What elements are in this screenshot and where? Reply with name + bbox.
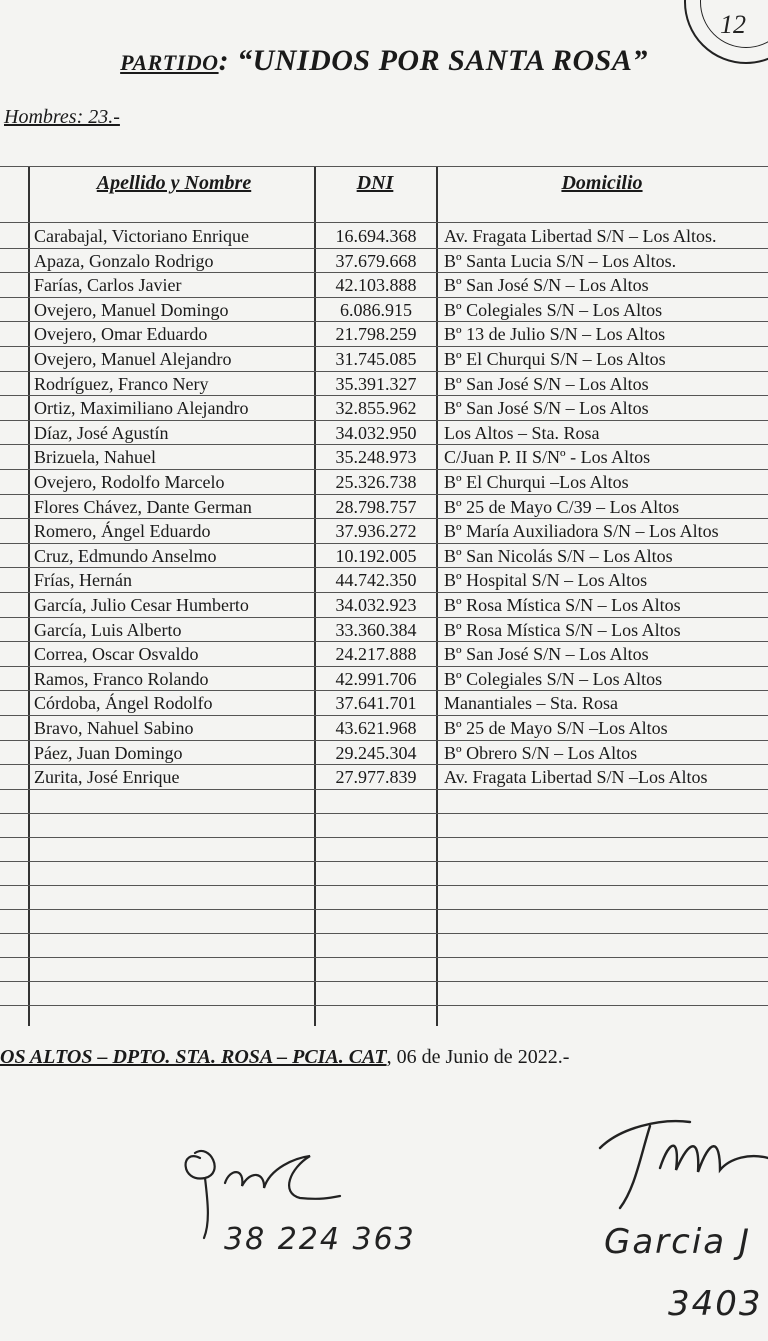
table-rule bbox=[0, 518, 768, 519]
cell-dni: 35.248.973 bbox=[335, 447, 417, 467]
cell-name: Páez, Juan Domingo bbox=[34, 743, 183, 763]
cell-domicilio: Bº María Auxiliadora S/N – Los Altos bbox=[444, 521, 719, 541]
cell-domicilio: Bº El Churqui S/N – Los Altos bbox=[444, 349, 666, 369]
table-rule bbox=[0, 222, 768, 223]
right-signature-number: 3403 bbox=[668, 1284, 763, 1324]
table-rule bbox=[0, 371, 768, 372]
table-row bbox=[0, 642, 768, 666]
cell-name: Zurita, José Enrique bbox=[34, 767, 180, 787]
cell-name: Ovejero, Manuel Alejandro bbox=[34, 349, 232, 369]
table-row bbox=[0, 544, 768, 568]
cell-domicilio: Bº 25 de Mayo S/N –Los Altos bbox=[444, 718, 668, 738]
table-row bbox=[0, 568, 768, 592]
table-row bbox=[0, 421, 768, 445]
header-name: Apellido y Nombre bbox=[96, 172, 252, 194]
cell-domicilio: Bº Hospital S/N – Los Altos bbox=[444, 570, 648, 590]
cell-name: Flores Chávez, Dante German bbox=[34, 497, 252, 517]
cell-dni: 24.217.888 bbox=[335, 644, 417, 664]
table-row bbox=[0, 741, 768, 765]
table-rule bbox=[0, 617, 768, 618]
table-rule bbox=[0, 957, 768, 958]
cell-domicilio: Bº El Churqui –Los Altos bbox=[444, 472, 629, 492]
cell-name: Córdoba, Ángel Rodolfo bbox=[34, 693, 213, 713]
table-rule bbox=[0, 789, 768, 790]
cell-domicilio: Av. Fragata Libertad S/N –Los Altos bbox=[444, 767, 708, 787]
table-rule bbox=[0, 981, 768, 982]
cell-name: Frías, Hernán bbox=[34, 570, 132, 590]
cell-name: Carabajal, Victoriano Enrique bbox=[34, 226, 250, 246]
table-rule bbox=[0, 909, 768, 910]
table-rule bbox=[0, 494, 768, 495]
cell-dni: 44.742.350 bbox=[335, 570, 417, 590]
cell-domicilio: Bº 25 de Mayo C/39 – Los Altos bbox=[444, 497, 680, 517]
cell-name: Romero, Ángel Eduardo bbox=[34, 521, 211, 541]
cell-domicilio: Bº Santa Lucia S/N – Los Altos. bbox=[444, 251, 677, 271]
table-row bbox=[0, 273, 768, 297]
cell-domicilio: Manantiales – Sta. Rosa bbox=[444, 693, 618, 713]
cell-name: Rodríguez, Franco Nery bbox=[34, 374, 209, 394]
cell-domicilio: Bº Obrero S/N – Los Altos bbox=[444, 743, 638, 763]
cell-dni: 32.855.962 bbox=[335, 398, 417, 418]
table-rule bbox=[0, 690, 768, 691]
title-party-name: “UNIDOS POR SANTA ROSA” bbox=[237, 44, 648, 77]
cell-dni: 42.103.888 bbox=[335, 275, 417, 295]
cell-domicilio: Av. Fragata Libertad S/N – Los Altos. bbox=[444, 226, 717, 246]
cell-dni: 33.360.384 bbox=[335, 620, 417, 640]
cell-dni: 34.032.950 bbox=[335, 423, 417, 443]
cell-dni: 6.086.915 bbox=[340, 300, 412, 320]
men-count: Hombres: 23.- bbox=[4, 106, 120, 128]
table-rule bbox=[0, 740, 768, 741]
table-rule bbox=[0, 861, 768, 862]
cell-dni: 43.621.968 bbox=[335, 718, 417, 738]
cell-domicilio: Bº San José S/N – Los Altos bbox=[444, 398, 649, 418]
table-rule bbox=[0, 297, 768, 298]
table-row bbox=[0, 372, 768, 396]
table-rule bbox=[0, 933, 768, 934]
cell-name: García, Luis Alberto bbox=[34, 620, 182, 640]
table-rule bbox=[0, 715, 768, 716]
footer-place-date bbox=[0, 1046, 768, 1069]
table-rule bbox=[0, 813, 768, 814]
cell-name: Ovejero, Manuel Domingo bbox=[34, 300, 229, 320]
header-dni: DNI bbox=[356, 172, 394, 194]
cell-dni: 37.679.668 bbox=[335, 251, 417, 271]
table-top-border bbox=[0, 166, 768, 167]
table-rule bbox=[0, 1005, 768, 1006]
cell-name: Brizuela, Nahuel bbox=[34, 447, 156, 467]
cell-dni: 35.391.327 bbox=[335, 374, 417, 394]
cell-dni: 28.798.757 bbox=[335, 497, 417, 517]
table-rule bbox=[0, 395, 768, 396]
table-rule bbox=[0, 420, 768, 421]
table-rule bbox=[0, 592, 768, 593]
cell-dni: 37.936.272 bbox=[335, 521, 417, 541]
cell-name: Ramos, Franco Rolando bbox=[34, 669, 209, 689]
cell-domicilio: Bº San José S/N – Los Altos bbox=[444, 644, 649, 664]
title-separator: : bbox=[218, 44, 238, 77]
cell-name: Ovejero, Rodolfo Marcelo bbox=[34, 472, 225, 492]
cell-domicilio: Bº Rosa Mística S/N – Los Altos bbox=[444, 620, 681, 640]
table-rule bbox=[0, 321, 768, 322]
table-rule bbox=[0, 666, 768, 667]
table-rule bbox=[0, 346, 768, 347]
table-rule bbox=[0, 248, 768, 249]
table-row bbox=[0, 495, 768, 519]
cell-dni: 27.977.839 bbox=[335, 767, 417, 787]
table-row bbox=[0, 691, 768, 715]
cell-dni: 34.032.923 bbox=[335, 595, 417, 615]
table-row bbox=[0, 716, 768, 740]
cell-name: Díaz, José Agustín bbox=[34, 423, 169, 443]
header-domicilio: Domicilio bbox=[561, 172, 643, 194]
cell-domicilio: Los Altos – Sta. Rosa bbox=[444, 423, 600, 443]
stamp-text: 12 bbox=[720, 10, 746, 39]
table-row bbox=[0, 593, 768, 617]
table-rule bbox=[0, 543, 768, 544]
cell-domicilio: Bº Colegiales S/N – Los Altos bbox=[444, 300, 663, 320]
table-row bbox=[0, 519, 768, 543]
table-row bbox=[0, 249, 768, 273]
left-signature-number: 38 224 363 bbox=[224, 1222, 416, 1257]
cell-dni: 16.694.368 bbox=[335, 226, 417, 246]
table-rule bbox=[0, 885, 768, 886]
document-title bbox=[0, 44, 768, 78]
table-row bbox=[0, 396, 768, 420]
footer-date: , 06 de Junio de 2022.- bbox=[386, 1046, 570, 1068]
cell-dni: 21.798.259 bbox=[335, 324, 417, 344]
cell-name: Correa, Oscar Osvaldo bbox=[34, 644, 199, 664]
cell-domicilio: Bº Colegiales S/N – Los Altos bbox=[444, 669, 663, 689]
table-rule bbox=[0, 641, 768, 642]
table-row bbox=[0, 224, 768, 248]
cell-name: Ortiz, Maximiliano Alejandro bbox=[34, 398, 249, 418]
cell-domicilio: Bº San José S/N – Los Altos bbox=[444, 374, 649, 394]
table-rule bbox=[0, 272, 768, 273]
cell-dni: 42.991.706 bbox=[335, 669, 417, 689]
table-row bbox=[0, 322, 768, 346]
cell-dni: 25.326.738 bbox=[335, 472, 417, 492]
right-signature bbox=[580, 1108, 768, 1218]
title-label: PARTIDO bbox=[120, 50, 219, 75]
footer-place: OS ALTOS – DPTO. STA. ROSA – PCIA. CAT bbox=[0, 1046, 387, 1068]
table-rule bbox=[0, 469, 768, 470]
candidates-table bbox=[0, 166, 768, 1026]
cell-domicilio: Bº San Nicolás S/N – Los Altos bbox=[444, 546, 673, 566]
table-rule bbox=[0, 567, 768, 568]
table-rule bbox=[0, 764, 768, 765]
right-signature-name: Garcia J bbox=[604, 1222, 751, 1262]
cell-name: Cruz, Edmundo Anselmo bbox=[34, 546, 217, 566]
cell-domicilio: Bº 13 de Julio S/N – Los Altos bbox=[444, 324, 666, 344]
table-row bbox=[0, 470, 768, 494]
cell-domicilio: Bº San José S/N – Los Altos bbox=[444, 275, 649, 295]
table-row bbox=[0, 445, 768, 469]
cell-name: García, Julio Cesar Humberto bbox=[34, 595, 249, 615]
table-row bbox=[0, 618, 768, 642]
cell-dni: 31.745.085 bbox=[335, 349, 417, 369]
table-rule bbox=[0, 837, 768, 838]
cell-name: Farías, Carlos Javier bbox=[34, 275, 182, 295]
table-rule bbox=[0, 444, 768, 445]
cell-domicilio: C/Juan P. II S/Nº - Los Altos bbox=[444, 447, 651, 467]
table-row bbox=[0, 765, 768, 789]
cell-domicilio: Bº Rosa Mística S/N – Los Altos bbox=[444, 595, 681, 615]
table-row bbox=[0, 667, 768, 691]
cell-name: Bravo, Nahuel Sabino bbox=[34, 718, 194, 738]
table-row bbox=[0, 298, 768, 322]
cell-name: Apaza, Gonzalo Rodrigo bbox=[34, 251, 214, 271]
cell-dni: 29.245.304 bbox=[335, 743, 417, 763]
table-row bbox=[0, 347, 768, 371]
cell-dni: 10.192.005 bbox=[335, 546, 417, 566]
cell-name: Ovejero, Omar Eduardo bbox=[34, 324, 208, 344]
cell-dni: 37.641.701 bbox=[335, 693, 417, 713]
